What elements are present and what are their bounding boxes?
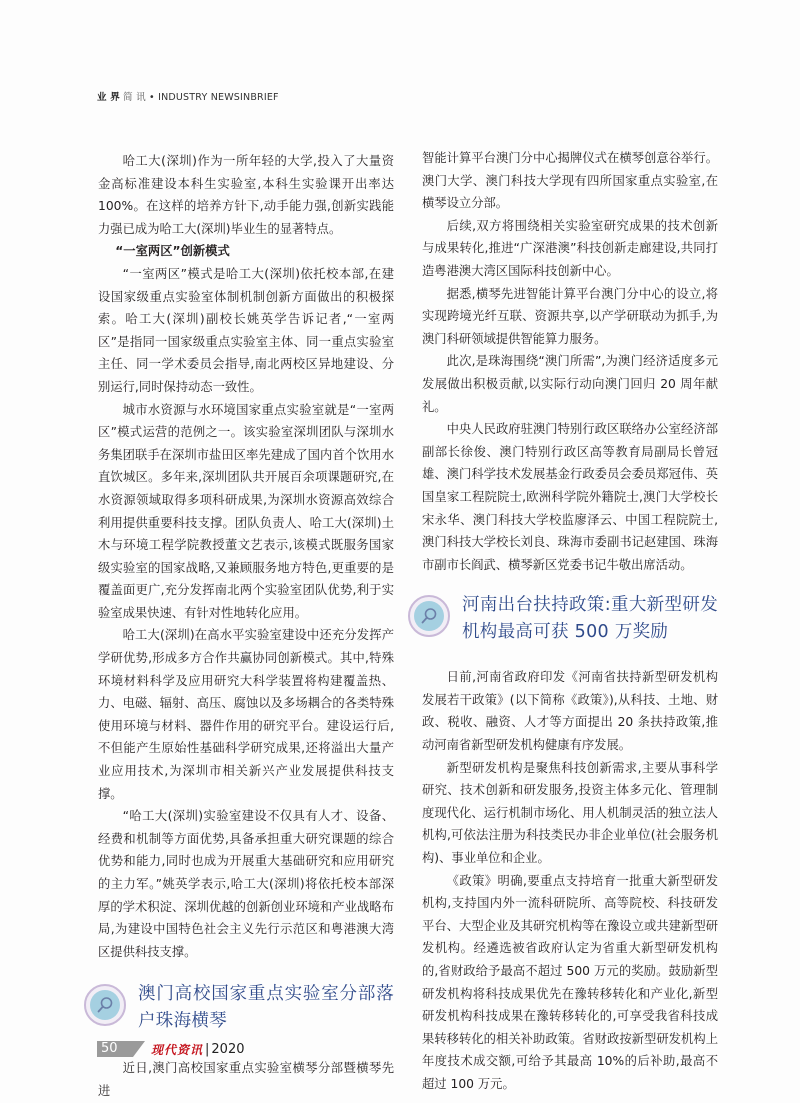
header-section-cn-bold: 业 界 [97, 92, 120, 103]
paragraph: 据悉,横琴先进智能计算平台澳门分中心的设立,将实现跨境光纤互联、资源共享,以产学研联动为抓手,为澳门科研领域提供智能算力服务。 [422, 286, 718, 346]
section-heading-henan [408, 592, 718, 646]
footer-divider: | [205, 1041, 210, 1057]
running-header [97, 89, 279, 103]
paragraph: 智能计算平台澳门分中心揭牌仪式在横琴创意谷举行。澳门大学、澳门科技大学现有四所国家重点实验室,在横琴设立分部。 [422, 151, 718, 211]
magnifier-icon [84, 984, 126, 1026]
left-column [98, 150, 394, 1103]
section-title: 河南出台扶持政策:重大新型研发机构最高可获 500 万奖励 [462, 595, 718, 643]
paragraph: 哈工大(深圳)作为一所年轻的大学,投入了大量资金高标准建设本科生实验室,本科生实验课开出率达 100%。在这样的培养方针下,动手能力强,创新实践能力强已成为哈工大(深圳)毕业生的显著特点。 [98, 154, 394, 236]
issue-year: 2020 [211, 1041, 245, 1057]
right-column [422, 147, 718, 1096]
paragraph: 城市水资源与水环境国家重点实验室就是“一室两区”模式运营的范例之一。该实验室深圳团队与深圳水务集团联手在深圳市盐田区率先建成了国内首个饮用水直饮城区。多年来,深圳团队共开展百余项课题研究,在水资源领域取得多项科研成果,为深圳水资源高效综合利用提供重要科技支撑。团队负责人、哈工大(深圳)土木与环境工程学院教授董文艺表示,该模式既服务国家级实验室的国家战略,又兼顾服务地方特色,更重要的是覆盖面更广,充分发挥南北两个实验室团队优势,利于实验室成果快速、有针对性地转化应用。 [98, 402, 394, 620]
paragraph: 《政策》明确,要重点支持培育一批重大新型研发机构,支持国内外一流科研院所、高等院校、科技研发平台、大型企业及其研究机构等在豫设立或共建新型研发机构。经遴选被省政府认定为省重大新型研发机构的,省财政给予最高不超过 500 万元的奖励。鼓励新型研发机构将科技成果优先在豫转移转化和产业化,新型研发机构科技成果在豫转移转化的,可享受我省科技成果转移转化的相关补助政策。省财政按新型研发机构上年度技术成交额,可给予其最高 10%的后补助,最高不超过 100 万元。 [422, 873, 718, 1091]
header-section-cn-light: 简 讯 [123, 92, 146, 103]
paragraph: 此次,是珠海围绕“澳门所需”,为澳门经济适度多元发展做出积极贡献,以实际行动向澳门回归 20 周年献礼。 [422, 354, 718, 414]
paragraph: 哈工大(深圳)在高水平实验室建设中还充分发挥产学研优势,形成多方合作共赢协同创新模式。其中,特殊环境材料科学及应用研究大科学装置将构建覆盖热、力、电磁、辐射、高压、腐蚀以及多场耦合的各类特殊使用环境与材料、器件作用的研究平台。建设运行后,不但能产生原始性基础科学研究成果,还将溢出大量产业应用技术,为深圳市相关新兴产业发展提供科技支撑。 [98, 628, 394, 801]
paragraph: 后续,双方将围绕相关实验室研究成果的技术创新与成果转化,推进“广深港澳”科技创新走廊建设,共同打造粤港澳大湾区国际科技创新中心。 [422, 218, 718, 278]
subheading-one-lab-two-zones: “一室两区”创新模式 [115, 244, 230, 259]
paragraph: “哈工大(深圳)实验室建设不仅具有人才、设备、经费和机制等方面优势,具备承担重大研究课题的综合优势和能力,同时也成为开展重大基础研究和应用研究的主力军。”姚英学表示,哈工大(深圳)将依托校本部深厚的学术积淀、深圳优越的创新创业环境和产业战略布局,为建设中国特色社会主义先行示范区和粤港澳大湾区提供科技支撑。 [98, 809, 394, 959]
magnifier-icon [408, 595, 450, 637]
header-separator: • [149, 92, 155, 103]
header-section-en: INDUSTRY NEWSINBRIEF [158, 92, 279, 103]
paragraph: 新型研发机构是聚焦科技创新需求,主要从事科学研究、技术创新和研发服务,投资主体多元化、管理制度现代化、运行机制市场化、用人机制灵活的独立法人机构,可依法注册为科技类民办非企业单位(社会服务机构)、事业单位和企业。 [422, 760, 718, 866]
paragraph: 日前,河南省政府印发《河南省扶持新型研发机构发展若干政策》(以下简称《政策》),从科技、土地、财政、税收、融资、人才等方面提出 20 条扶持政策,推动河南省新型研发机构健康有序发展。 [422, 670, 718, 753]
paragraph: 中央人民政府驻澳门特别行政区联络办公室经济部副部长徐俊、澳门特别行政区高等教育局副局长曾冠雄、澳门科学技术发展基金行政委员会委员郑冠伟、英国皇家工程院院士,欧洲科学院外籍院士,澳门大学校长宋永华、澳门科技大学校监廖泽云、中国工程院院士,澳门科技大学校长刘良、珠海市委副书记赵建国、珠海市副市长阎武、横琴新区党委书记牛敬出席活动。 [422, 422, 718, 572]
section-title: 澳门高校国家重点实验室分部落户珠海横琴 [138, 984, 394, 1032]
paragraph: “一室两区”模式是哈工大(深圳)依托校本部,在建设国家级重点实验室体制机制创新方面做出的积极探索。哈工大(深圳)副校长姚英学告诉记者,“一室两区”是指同一国家级重点实验室主体、同一重点实验室主任、同一学术委员会指导,南北两校区异地建设、分别运行,同时保持动态一致性。 [98, 266, 394, 394]
magazine-name: 现代资讯 [151, 1042, 204, 1057]
page-footer [97, 1041, 245, 1057]
section-heading-macau [84, 981, 394, 1035]
page-number: 50 [97, 1041, 133, 1057]
paragraph: 近日,澳门高校国家重点实验室横琴分部暨横琴先进 [98, 1061, 394, 1098]
